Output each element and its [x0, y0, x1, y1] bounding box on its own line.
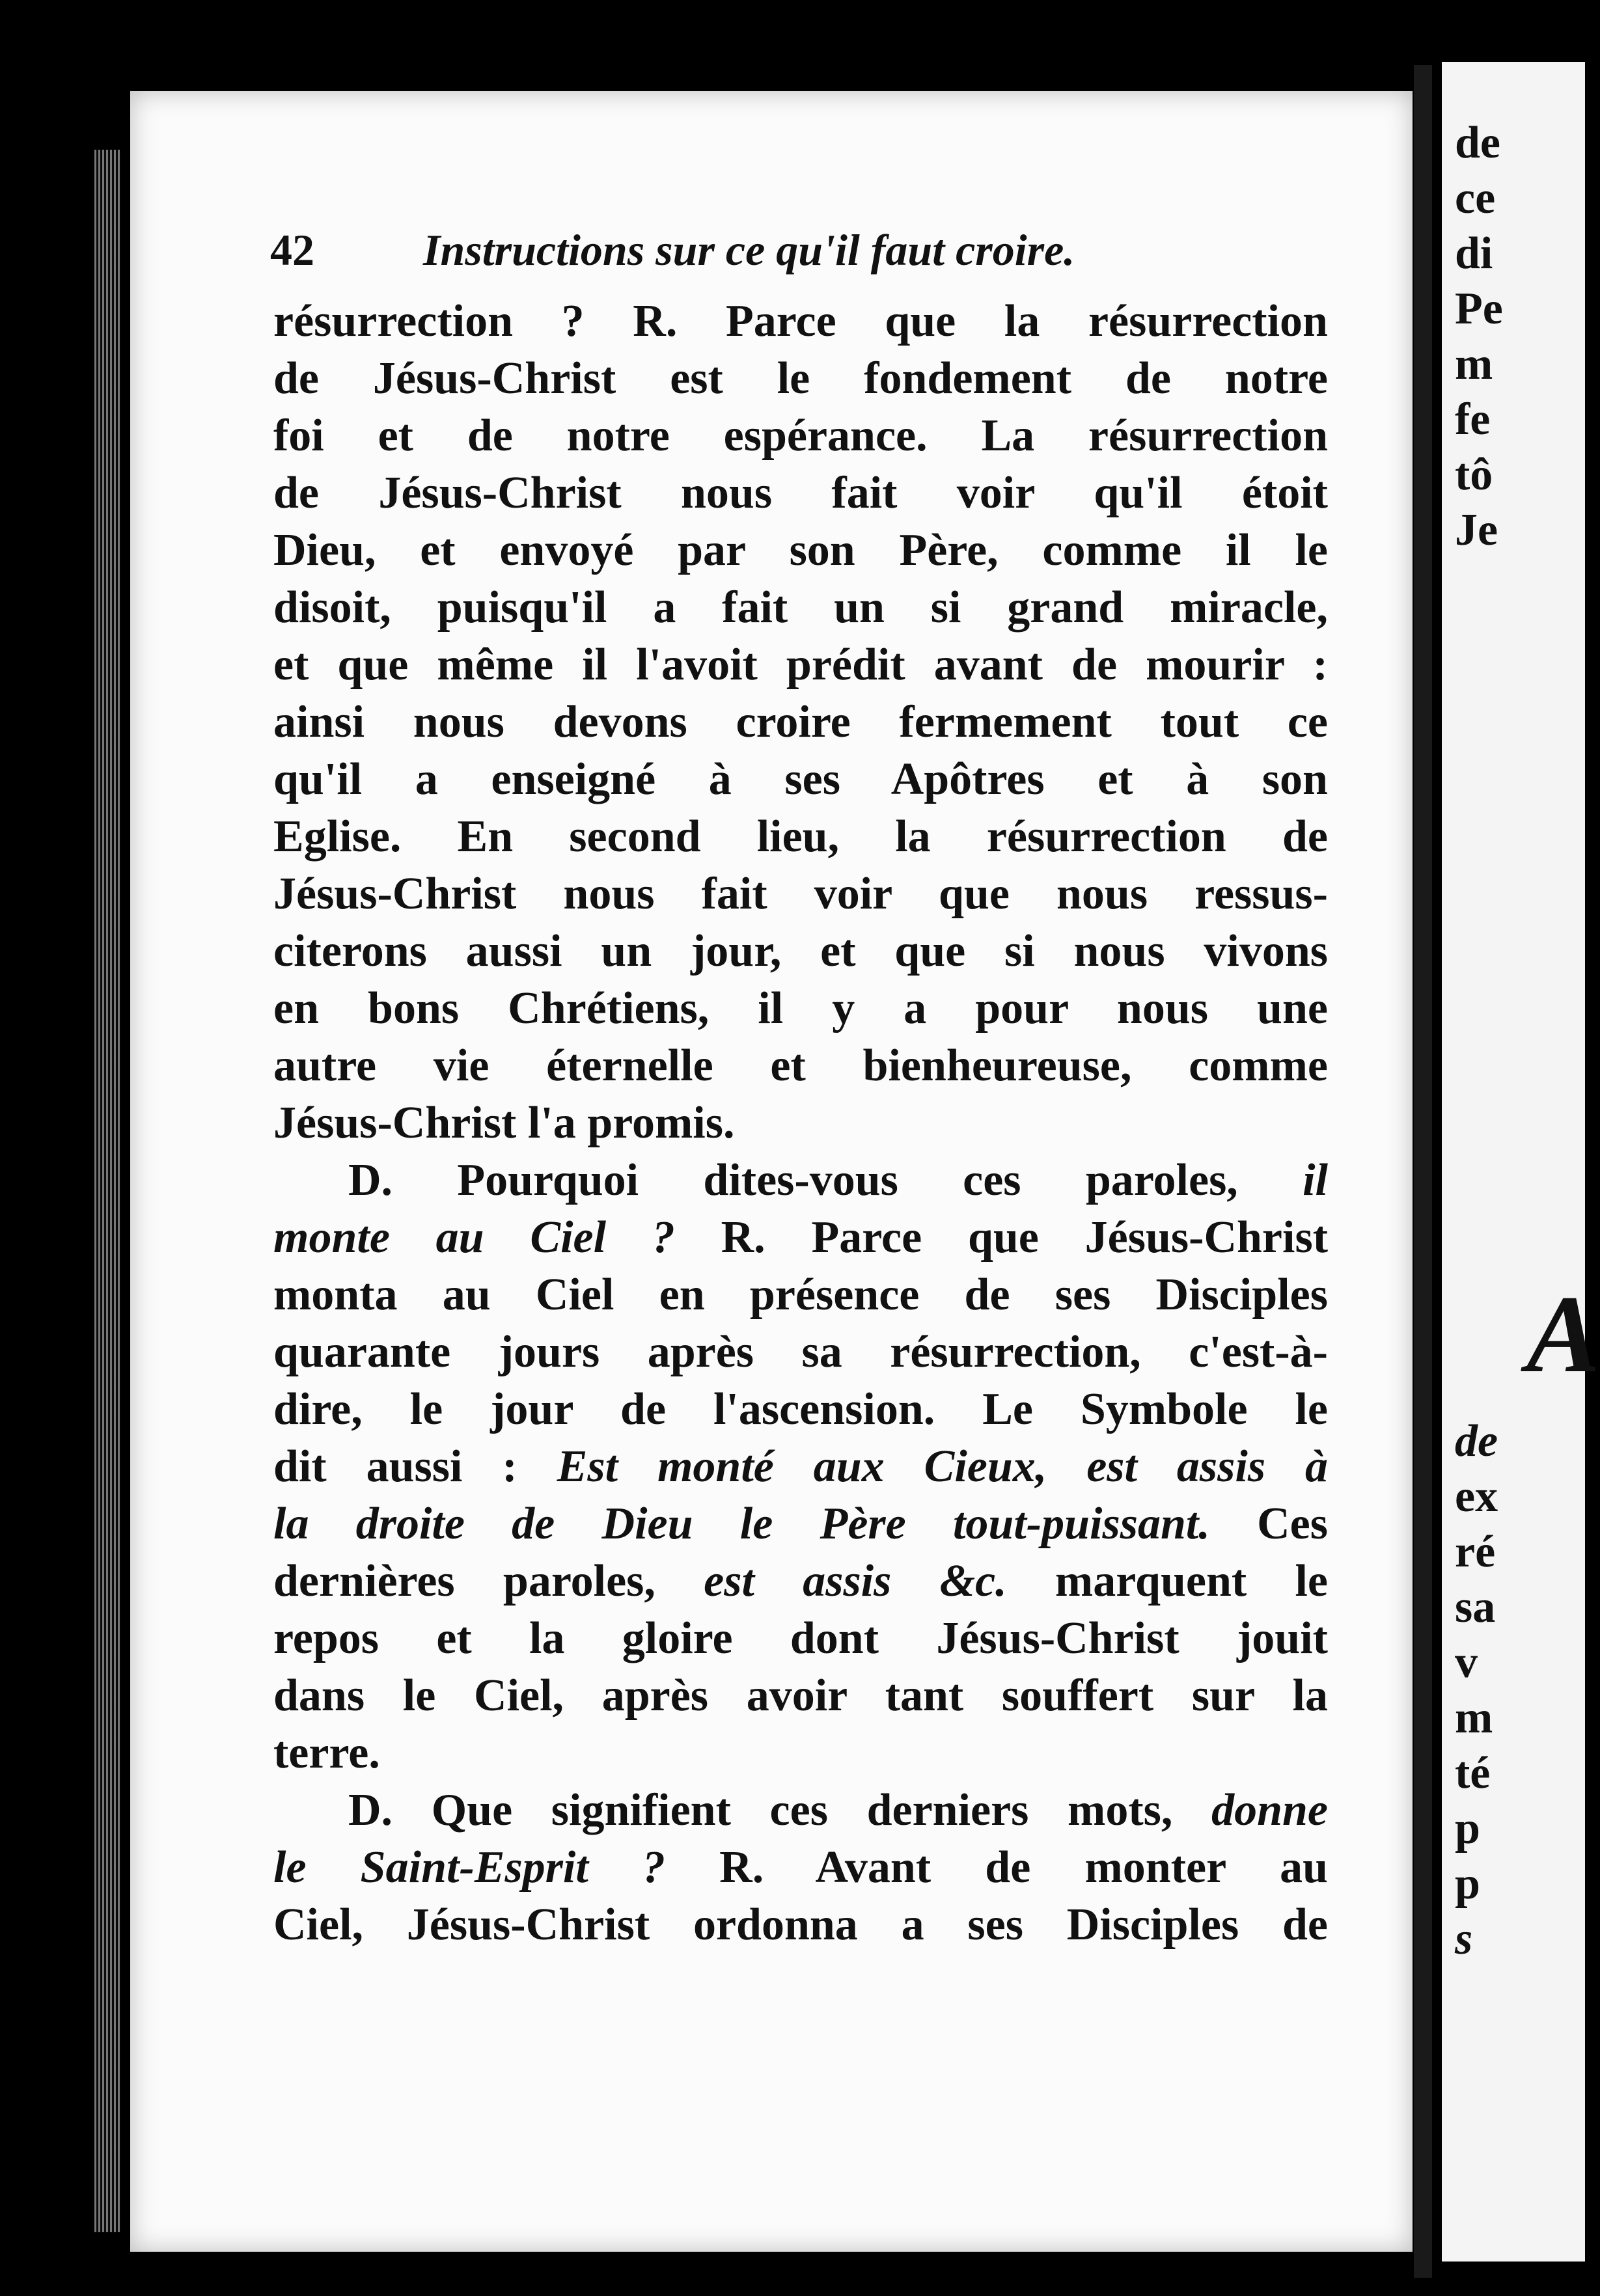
text-line: Ciel, Jésus-Christ ordonna a ses Disciples de	[273, 1900, 1328, 1950]
running-title: Instructions sur ce qu'il faut croire.	[423, 225, 1075, 275]
text-line: terre.	[273, 1728, 380, 1778]
facing-page-fragment	[1442, 62, 1600, 2262]
facing-page-text: té	[1455, 1748, 1491, 1798]
text-line: Jésus-Christ nous fait voir que nous ressus-	[273, 869, 1328, 919]
facing-page-drop-cap: A	[1526, 1273, 1600, 1395]
facing-page-text: p	[1455, 1859, 1480, 1909]
facing-page-text: sa	[1455, 1582, 1496, 1632]
text-line: foi et de notre espérance. La résurrection	[273, 411, 1328, 461]
text-line: Jésus-Christ l'a promis.	[273, 1098, 735, 1148]
facing-page-text: de	[1455, 118, 1500, 168]
page-header	[270, 225, 1247, 283]
text-run: D. Que signifient ces derniers mots,	[348, 1785, 1212, 1835]
text-line: dans le Ciel, après avoir tant souffert sur la	[273, 1671, 1328, 1721]
question-line	[273, 1782, 1328, 1839]
facing-page-text: s	[1455, 1914, 1473, 1964]
facing-page-text: v	[1455, 1637, 1478, 1688]
text-run: dit aussi :	[273, 1442, 557, 1492]
text-line: en bons Chrétiens, il y a pour nous une	[273, 983, 1328, 1033]
text-line: Eglise. En second lieu, la résurrection de	[273, 812, 1328, 862]
text-line	[273, 1438, 1328, 1496]
text-line: résurrection ? R. Parce que la résurrection	[273, 296, 1328, 346]
page-body	[273, 293, 1328, 1954]
facing-page-text: Pe	[1455, 284, 1503, 334]
italic-run: donne	[1211, 1785, 1328, 1835]
facing-page-text: di	[1455, 228, 1493, 279]
text-line	[273, 1553, 1328, 1610]
question-line	[273, 1209, 1328, 1266]
text-line	[273, 1496, 1328, 1553]
text-line: Dieu, et envoyé par son Père, comme il le	[273, 525, 1328, 575]
text-line: monta au Ciel en présence de ses Disciples	[273, 1270, 1328, 1320]
facing-page-text: ce	[1455, 173, 1496, 223]
italic-run: le Saint-Esprit ?	[273, 1842, 720, 1893]
facing-page-text: m	[1455, 339, 1493, 389]
text-line: repos et la gloire dont Jésus-Christ jouit	[273, 1613, 1328, 1663]
facing-page-text: m	[1455, 1693, 1493, 1743]
text-line: de Jésus-Christ nous fait voir qu'il étoit	[273, 468, 1328, 518]
facing-page-text: ex	[1455, 1471, 1498, 1522]
text-line: disoit, puisqu'il a fait un si grand miracle,	[273, 582, 1328, 633]
italic-run: monte au Ciel ?	[273, 1212, 721, 1263]
facing-page-text: Je	[1455, 505, 1498, 555]
text-run: R. Parce que Jésus-Christ	[721, 1212, 1329, 1263]
text-run: dernières paroles,	[273, 1556, 704, 1606]
text-line: citerons aussi un jour, et que si nous vivons	[273, 926, 1328, 976]
facing-page-text: de	[1455, 1416, 1498, 1466]
page-number: 42	[270, 225, 314, 275]
italic-run: la droite de Dieu le Père tout-puissant.	[273, 1499, 1210, 1549]
italic-run: Est monté aux Cieux, est assis à	[557, 1442, 1328, 1492]
text-line: et que même il l'avoit prédit avant de mourir :	[273, 640, 1328, 690]
facing-page-text: fe	[1455, 394, 1491, 444]
text-run: R. Avant de monter au	[719, 1842, 1328, 1893]
text-run: marquent le	[1006, 1556, 1328, 1606]
facing-page-text: p	[1455, 1803, 1480, 1853]
italic-run: est assis &c.	[704, 1556, 1007, 1606]
italic-run: il	[1303, 1155, 1328, 1205]
text-line: dire, le jour de l'ascension. Le Symbole le	[273, 1384, 1328, 1434]
text-line: ainsi nous devons croire fermement tout ce	[273, 697, 1328, 747]
book-gutter	[1414, 65, 1432, 2278]
text-line: de Jésus-Christ est le fondement de notre	[273, 353, 1328, 403]
question-line	[273, 1152, 1328, 1209]
text-line: autre vie éternelle et bienheureuse, comme	[273, 1041, 1328, 1091]
text-line: qu'il a enseigné à ses Apôtres et à son	[273, 754, 1328, 804]
question-line	[273, 1839, 1328, 1896]
facing-page-text: tô	[1455, 450, 1493, 500]
page-stack-edge	[94, 150, 120, 2232]
facing-page-text: ré	[1455, 1527, 1496, 1577]
text-run: D. Pourquoi dites-vous ces paroles,	[348, 1155, 1303, 1205]
text-run: Ces	[1209, 1499, 1328, 1549]
text-line: quarante jours après sa résurrection, c'est-à-	[273, 1327, 1328, 1377]
